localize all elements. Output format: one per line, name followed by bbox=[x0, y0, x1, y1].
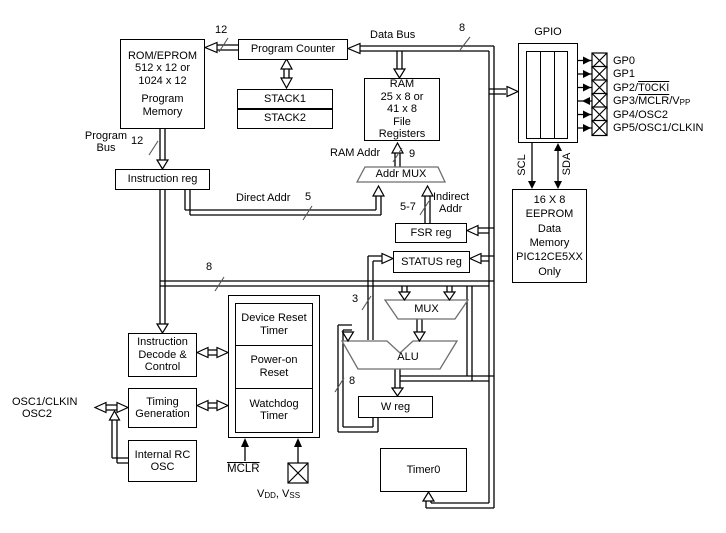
instruction-decode-control-box bbox=[128, 333, 197, 377]
gpio-divider bbox=[540, 51, 541, 139]
pin-text: GP0 bbox=[613, 54, 636, 67]
rc-osc-line: Internal RC bbox=[134, 448, 191, 461]
data-bus-label: Data Bus bbox=[370, 29, 416, 41]
pc-addr-width-label: 12 bbox=[215, 24, 228, 36]
pin-label-gp1 bbox=[613, 68, 635, 80]
timing-line: Timing bbox=[146, 395, 179, 408]
w-reg-label: W reg bbox=[380, 400, 411, 413]
vss-text: , V bbox=[275, 488, 290, 500]
stack1-label: STACK1 bbox=[264, 92, 306, 105]
timing-line: Generation bbox=[135, 408, 190, 420]
mclr-text-overline: MCLR bbox=[227, 463, 260, 475]
vdd-subscript: DD bbox=[264, 491, 276, 500]
internal-rc-osc-box bbox=[128, 440, 197, 482]
program-bus-label bbox=[82, 130, 130, 154]
gp5-pad-icon bbox=[592, 121, 607, 136]
rom-line: 512 x 12 or bbox=[134, 62, 191, 75]
eeprom-line: Memory bbox=[529, 237, 570, 249]
pin-label-gp0 bbox=[613, 55, 635, 67]
indirect-addr-line: Indirect bbox=[433, 191, 470, 203]
pin-text: GP5/OSC1/CLKIN bbox=[613, 122, 704, 134]
stack1-box bbox=[237, 89, 333, 109]
gpio-inner-box bbox=[526, 51, 568, 139]
decode-line: Instruction bbox=[137, 336, 188, 349]
w-reg-box bbox=[358, 396, 433, 418]
pin-text: /V bbox=[669, 95, 680, 107]
drt-line: Timer bbox=[260, 324, 288, 337]
stack2-label: STACK2 bbox=[264, 112, 306, 125]
rc-osc-line: OSC bbox=[150, 461, 175, 473]
eeprom-line: PIC12CE5XX bbox=[516, 251, 583, 264]
rom-line: ROM/EPROM bbox=[127, 49, 198, 62]
ram-addr-width-label: 9 bbox=[409, 148, 416, 160]
ram-line: 25 x 8 or bbox=[380, 90, 424, 103]
instruction-reg-label: Instruction reg bbox=[127, 173, 198, 186]
osc1-clkin-label: OSC1/CLKIN bbox=[12, 396, 78, 408]
fsr-reg-label: FSR reg bbox=[410, 226, 452, 239]
instr-data-width-label: 8 bbox=[206, 261, 213, 273]
drt-line: Device Reset bbox=[241, 312, 307, 325]
pin-text: GP3/ bbox=[613, 95, 639, 107]
timing-generation-box bbox=[128, 388, 197, 428]
pin-text-overline: MCLR bbox=[638, 95, 670, 107]
pin-text: GP4/OSC2 bbox=[613, 108, 669, 121]
power-on-reset-box bbox=[235, 345, 313, 389]
mclr-label bbox=[227, 463, 260, 476]
addr-mux-label: Addr MUX bbox=[375, 168, 427, 180]
program-bus-line: Program bbox=[84, 130, 128, 142]
fsr-reg-box bbox=[395, 223, 467, 243]
ram-file-registers-box bbox=[364, 78, 440, 141]
gp0-pad-icon bbox=[592, 53, 607, 68]
ram-line: File bbox=[393, 115, 411, 128]
pin-text-overline: T0CKI bbox=[638, 81, 670, 94]
sda-label: SDA bbox=[560, 152, 573, 176]
vss-subscript: SS bbox=[289, 491, 301, 500]
stack2-box bbox=[237, 109, 333, 129]
eeprom-line: EEPROM bbox=[525, 208, 574, 221]
wdt-line: Watchdog bbox=[249, 397, 299, 410]
timer0-label: Timer0 bbox=[406, 463, 441, 476]
ram-addr-label: RAM Addr bbox=[330, 147, 381, 159]
gp3-pad-icon bbox=[592, 94, 607, 109]
program-counter-label: Program Counter bbox=[250, 43, 336, 56]
decode-line: Decode & bbox=[138, 348, 187, 361]
rom-line: Memory bbox=[142, 105, 183, 118]
pin-text-subscript: PP bbox=[679, 98, 691, 107]
ram-line: Registers bbox=[378, 128, 426, 141]
vdd-vss-label bbox=[257, 488, 300, 501]
eeprom-line: Data bbox=[537, 222, 562, 235]
ram-line: RAM bbox=[389, 78, 415, 91]
rom-line: 1024 x 12 bbox=[138, 74, 187, 87]
por-line: Reset bbox=[259, 366, 289, 379]
eeprom-line: Only bbox=[538, 265, 561, 278]
status-reg-box bbox=[393, 251, 470, 273]
gpio-label: GPIO bbox=[534, 26, 562, 38]
rom-program-memory-box bbox=[120, 39, 205, 129]
gp4-pad-icon bbox=[592, 107, 607, 122]
gp1-pad-icon bbox=[592, 67, 607, 82]
ram-line: 41 x 8 bbox=[387, 103, 417, 116]
watchdog-timer-box bbox=[235, 388, 313, 433]
instruction-reg-box bbox=[115, 169, 210, 190]
scl-label: SCL bbox=[515, 154, 528, 176]
pin-text: GP2/ bbox=[613, 81, 639, 94]
vdd-text: V bbox=[257, 488, 265, 500]
direct-addr-label: Direct Addr bbox=[236, 192, 291, 204]
mux-label: MUX bbox=[414, 303, 439, 315]
timer0-box bbox=[380, 448, 467, 492]
program-counter-box bbox=[238, 39, 348, 60]
pin-label-gp4 bbox=[613, 109, 668, 121]
eeprom-line: 16 X 8 bbox=[533, 194, 566, 207]
indirect-addr-label bbox=[433, 191, 469, 215]
decode-line: Control bbox=[144, 361, 181, 374]
pin-label-gp5 bbox=[613, 122, 703, 134]
program-bus-line: Bus bbox=[96, 142, 116, 155]
osc2-label: OSC2 bbox=[22, 408, 52, 420]
eeprom-data-memory-box bbox=[512, 189, 587, 283]
vdd-vss-pad-icon bbox=[288, 463, 308, 483]
indirect-addr-line: Addr bbox=[439, 203, 463, 216]
indirect-width-label: 5-7 bbox=[400, 201, 416, 213]
data-bus-width-label: 8 bbox=[459, 22, 466, 34]
por-line: Power-on bbox=[250, 354, 298, 367]
program-bus-width-label: 12 bbox=[131, 135, 144, 147]
direct-addr-width-label: 5 bbox=[305, 191, 312, 203]
gp2-pad-icon bbox=[592, 80, 607, 95]
status-alu-width-label: 3 bbox=[352, 293, 359, 305]
alu-label: ALU bbox=[397, 351, 419, 363]
wdt-line: Timer bbox=[260, 410, 288, 423]
pin-label-gp2 bbox=[613, 82, 669, 94]
device-reset-timer-box bbox=[235, 303, 313, 346]
pin-label-gp3 bbox=[613, 95, 690, 108]
rom-line: Program bbox=[141, 93, 184, 106]
pin-text: GP1 bbox=[613, 68, 636, 80]
status-reg-label: STATUS reg bbox=[401, 255, 462, 268]
w-feedback-width-label: 8 bbox=[349, 375, 356, 387]
gpio-divider bbox=[554, 51, 555, 139]
